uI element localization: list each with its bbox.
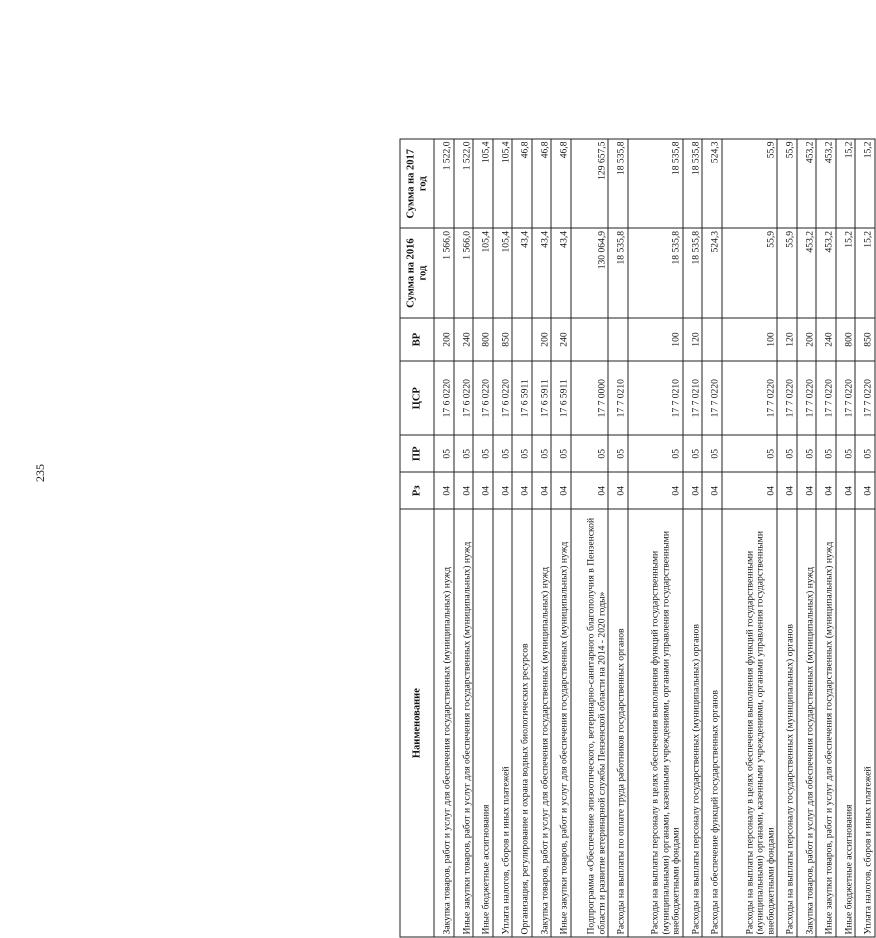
table-row	[628, 139, 683, 937]
cell-csr: 17 7 0220	[722, 361, 777, 435]
cell-vr: 120	[777, 318, 797, 361]
cell-rz: 04	[473, 472, 493, 509]
cell-csr: 17 7 0210	[683, 361, 703, 435]
table-row	[493, 139, 513, 937]
cell-name: Закупка товаров, работ и услуг для обеспечения государственных (муниципальных) нужд	[797, 509, 817, 937]
cell-name: Уплата налогов, сборов и иных платежей	[855, 509, 875, 937]
cell-name: Расходы на выплаты персоналу в целях обеспечения выполнения функций государственными (муниципальными) органами, казенными учреждениями, органами управления государственными внебюджетными фондами	[722, 509, 777, 937]
cell-name: Иные закупки товаров, работ и услуг для обеспечения государственных (муниципальных) нужд	[551, 509, 571, 937]
cell-vr: 200	[532, 318, 552, 361]
cell-csr: 17 7 0210	[608, 361, 628, 435]
cell-name: Иные бюджетные ассигнования	[473, 509, 493, 937]
cell-sum-2017: 1 522,0	[454, 139, 474, 228]
cell-sum-2016: 18 535,8	[628, 228, 683, 317]
cell-csr: 17 7 0220	[836, 361, 856, 435]
budget-table	[400, 139, 876, 938]
header-vr: ВР	[400, 318, 434, 361]
cell-sum-2016: 15,2	[836, 228, 856, 317]
cell-csr: 17 6 5911	[551, 361, 571, 435]
cell-vr	[571, 318, 608, 361]
cell-name: Расходы на выплаты персоналу государственных (муниципальных) органов	[683, 509, 703, 937]
table-row	[816, 139, 836, 937]
cell-vr: 800	[836, 318, 856, 361]
cell-pr: 05	[608, 435, 628, 472]
cell-vr	[512, 318, 532, 361]
cell-csr: 17 6 0220	[434, 361, 454, 435]
cell-rz: 04	[571, 472, 608, 509]
header-rz: Рз	[400, 472, 434, 509]
cell-csr: 17 7 0220	[816, 361, 836, 435]
cell-rz: 04	[628, 472, 683, 509]
rotated-page-content	[400, 139, 876, 938]
cell-rz: 04	[683, 472, 703, 509]
table-row	[512, 139, 532, 937]
cell-sum-2016: 18 535,8	[608, 228, 628, 317]
cell-csr: 17 7 0000	[571, 361, 608, 435]
cell-vr	[702, 318, 722, 361]
cell-csr: 17 7 0220	[855, 361, 875, 435]
cell-csr: 17 6 0220	[493, 361, 513, 435]
cell-sum-2016: 105,4	[473, 228, 493, 317]
cell-sum-2017: 18 535,8	[608, 139, 628, 228]
cell-vr: 100	[722, 318, 777, 361]
cell-pr: 05	[683, 435, 703, 472]
cell-sum-2016: 43,4	[532, 228, 552, 317]
header-sum-2016: Сумма на 2016 год	[400, 228, 434, 317]
cell-name: Расходы на выплаты персоналу в целях обеспечения выполнения функций государственными (муниципальными) органами, казенными учреждениями, органами управления государственными внебюджетными фондами	[628, 509, 683, 937]
cell-vr: 800	[473, 318, 493, 361]
cell-pr: 05	[702, 435, 722, 472]
cell-rz: 04	[722, 472, 777, 509]
table-row	[454, 139, 474, 937]
header-sum-2017: Сумма на 2017 год	[400, 139, 434, 228]
cell-sum-2016: 43,4	[512, 228, 532, 317]
table-row	[571, 139, 608, 937]
table-row	[702, 139, 722, 937]
cell-rz: 04	[702, 472, 722, 509]
cell-sum-2016: 18 535,8	[683, 228, 703, 317]
cell-rz: 04	[551, 472, 571, 509]
cell-sum-2017: 105,4	[473, 139, 493, 228]
cell-pr: 05	[434, 435, 454, 472]
cell-rz: 04	[493, 472, 513, 509]
cell-sum-2017: 18 535,8	[628, 139, 683, 228]
table-row	[722, 139, 777, 937]
cell-vr: 200	[797, 318, 817, 361]
table-row	[836, 139, 856, 937]
cell-csr: 17 7 0210	[628, 361, 683, 435]
cell-rz: 04	[816, 472, 836, 509]
cell-pr: 05	[551, 435, 571, 472]
cell-rz: 04	[777, 472, 797, 509]
table-row	[551, 139, 571, 937]
cell-pr: 05	[777, 435, 797, 472]
cell-name: Подпрограмма «Обеспечение эпизоотического, ветеринарно-санитарного благополучия в Пензенской области и развитие ветеринарной службы Пензенской области на 2014 - 2020 годы»	[571, 509, 608, 937]
cell-name: Расходы на обеспечение функций государственных органов	[702, 509, 722, 937]
cell-rz: 04	[434, 472, 454, 509]
table-header-row	[400, 139, 434, 937]
cell-sum-2017: 15,2	[836, 139, 856, 228]
cell-name: Иные бюджетные ассигнования	[836, 509, 856, 937]
cell-csr: 17 6 5911	[512, 361, 532, 435]
cell-vr: 200	[434, 318, 454, 361]
cell-rz: 04	[797, 472, 817, 509]
cell-name: Закупка товаров, работ и услуг для обеспечения государственных (муниципальных) нужд	[434, 509, 454, 937]
cell-sum-2017: 46,8	[551, 139, 571, 228]
cell-name: Уплата налогов, сборов и иных платежей	[493, 509, 513, 937]
cell-sum-2016: 130 064,9	[571, 228, 608, 317]
cell-sum-2016: 453,2	[816, 228, 836, 317]
cell-vr: 850	[493, 318, 513, 361]
cell-sum-2017: 453,2	[797, 139, 817, 228]
cell-sum-2017: 453,2	[816, 139, 836, 228]
cell-pr: 05	[454, 435, 474, 472]
cell-pr: 05	[797, 435, 817, 472]
cell-sum-2016: 524,3	[702, 228, 722, 317]
cell-rz: 04	[454, 472, 474, 509]
cell-sum-2016: 1 566,0	[434, 228, 454, 317]
cell-pr: 05	[512, 435, 532, 472]
cell-name: Организация, регулирование и охрана водных биологических ресурсов	[512, 509, 532, 937]
cell-csr: 17 7 0220	[777, 361, 797, 435]
cell-sum-2017: 524,3	[702, 139, 722, 228]
table-row	[532, 139, 552, 937]
cell-pr: 05	[571, 435, 608, 472]
cell-sum-2017: 55,9	[777, 139, 797, 228]
cell-csr: 17 7 0220	[797, 361, 817, 435]
cell-sum-2017: 46,8	[532, 139, 552, 228]
header-name: Наименование	[400, 509, 434, 937]
cell-rz: 04	[608, 472, 628, 509]
cell-vr: 240	[816, 318, 836, 361]
table-row	[608, 139, 628, 937]
cell-sum-2016: 1 566,0	[454, 228, 474, 317]
cell-csr: 17 7 0220	[702, 361, 722, 435]
cell-sum-2017: 15,2	[855, 139, 875, 228]
cell-sum-2017: 105,4	[493, 139, 513, 228]
cell-pr: 05	[722, 435, 777, 472]
cell-pr: 05	[473, 435, 493, 472]
cell-sum-2017: 129 657,5	[571, 139, 608, 228]
cell-sum-2017: 46,8	[512, 139, 532, 228]
cell-name: Расходы на выплаты персоналу государственных (муниципальных) органов	[777, 509, 797, 937]
table-row	[797, 139, 817, 937]
cell-sum-2016: 453,2	[797, 228, 817, 317]
cell-rz: 04	[855, 472, 875, 509]
cell-rz: 04	[532, 472, 552, 509]
table-row	[473, 139, 493, 937]
cell-vr: 850	[855, 318, 875, 361]
cell-sum-2016: 55,9	[777, 228, 797, 317]
cell-csr: 17 6 5911	[532, 361, 552, 435]
table-row	[434, 139, 454, 937]
table-row	[855, 139, 875, 937]
cell-rz: 04	[836, 472, 856, 509]
cell-rz: 04	[512, 472, 532, 509]
cell-sum-2016: 15,2	[855, 228, 875, 317]
cell-sum-2017: 18 535,8	[683, 139, 703, 228]
cell-name: Иные закупки товаров, работ и услуг для обеспечения государственных (муниципальных) нужд	[816, 509, 836, 937]
cell-sum-2016: 105,4	[493, 228, 513, 317]
cell-sum-2016: 43,4	[551, 228, 571, 317]
cell-pr: 05	[816, 435, 836, 472]
table-row	[683, 139, 703, 937]
header-csr: ЦСР	[400, 361, 434, 435]
cell-vr	[608, 318, 628, 361]
cell-vr: 240	[454, 318, 474, 361]
cell-name: Закупка товаров, работ и услуг для обеспечения государственных (муниципальных) нужд	[532, 509, 552, 937]
cell-sum-2017: 1 522,0	[434, 139, 454, 228]
cell-pr: 05	[532, 435, 552, 472]
cell-pr: 05	[836, 435, 856, 472]
page-number: 235	[33, 464, 47, 482]
cell-name: Иные закупки товаров, работ и услуг для обеспечения государственных (муниципальных) нужд	[454, 509, 474, 937]
cell-sum-2017: 55,9	[722, 139, 777, 228]
cell-vr: 120	[683, 318, 703, 361]
cell-pr: 05	[855, 435, 875, 472]
table-row	[777, 139, 797, 937]
cell-csr: 17 6 0220	[454, 361, 474, 435]
cell-pr: 05	[493, 435, 513, 472]
cell-sum-2016: 55,9	[722, 228, 777, 317]
cell-pr: 05	[628, 435, 683, 472]
header-pr: ПР	[400, 435, 434, 472]
cell-vr: 100	[628, 318, 683, 361]
cell-csr: 17 6 0220	[473, 361, 493, 435]
cell-name: Расходы на выплаты по оплате труда работников государственных органов	[608, 509, 628, 937]
table-body	[434, 139, 875, 937]
cell-vr: 240	[551, 318, 571, 361]
